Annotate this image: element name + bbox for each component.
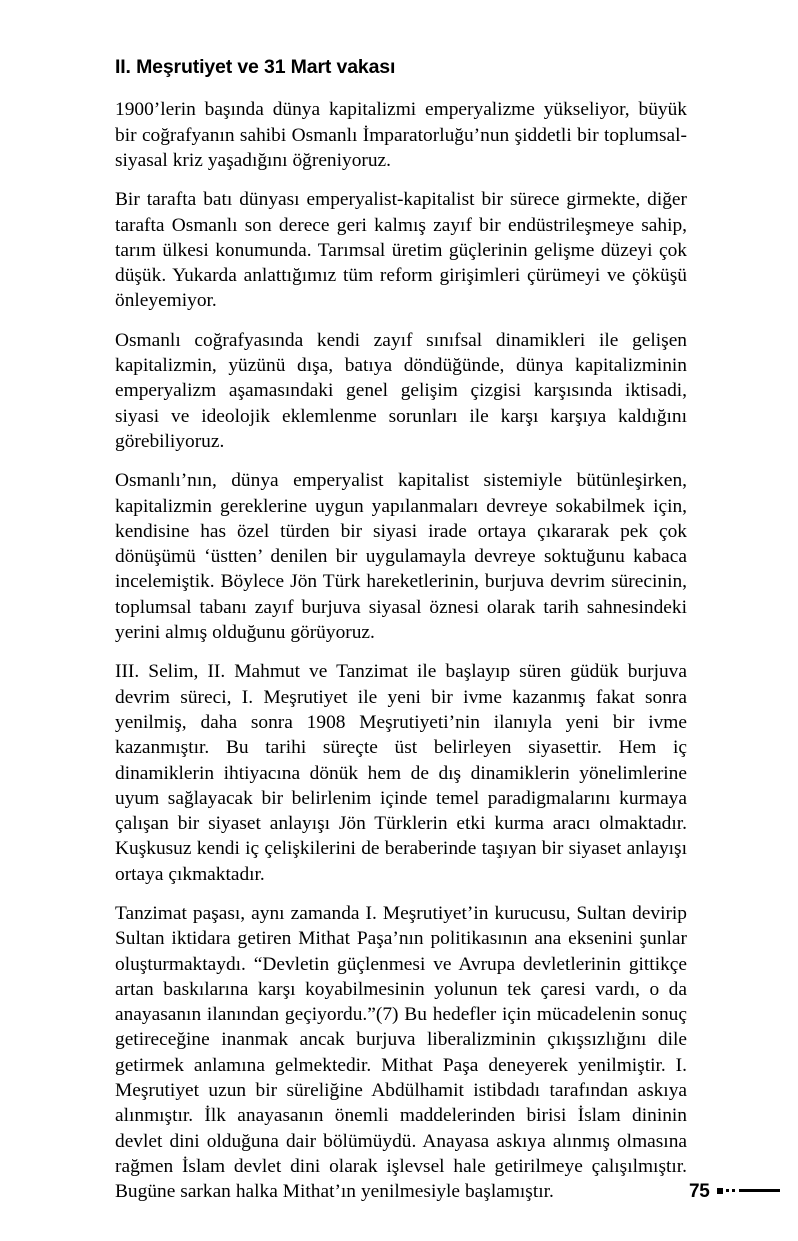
page-title: II. Meşrutiyet ve 31 Mart vakası bbox=[115, 56, 396, 78]
page-number: 75 bbox=[688, 1181, 710, 1202]
body-paragraph: 1900’lerin başında dünya kapitalizmi emperyalizme yükseliyor, büyük bir coğrafyanın sahibi Osmanlı İmparatorluğu’nun şiddetli bir toplumsal-siyasal kriz yaşadığını öğreniyoruz. bbox=[115, 99, 687, 171]
ornament-dot-icon bbox=[732, 1189, 735, 1192]
page-footer bbox=[0, 1182, 798, 1212]
body-paragraph: III. Selim, II. Mahmut ve Tanzimat ile başlayıp süren güdük burjuva devrim süreci, I. Meşrutiyet ile yeni bir ivme kazanmış fakat sonra yenilmiş, daha sonra 1908 Meşrutiyeti’nin ilanıyla yeni bir ivme kazanmıştır. Bu tarihi süreçte üst belirleyen siyasettir. Hem iç dinamiklerin ihtiyacına dönük hem de dış dinamiklerin yönelimlerine uyum sağlayacak bir belirlenim içinde temel paradigmalarını kurmaya çalışan bir siyaset anlayışı Jön Türklerin etki kurma aracı olmaktadır. Kuşkusuz kendi iç çelişkilerini de beraberinde taşıyan bir siyaset anlayışı ortaya çıkmaktadır. bbox=[115, 661, 687, 885]
body-paragraph: Osmanlı’nın, dünya emperyalist kapitalist sistemiyle bütünleşirken, kapitalizmin gereklerine uygun yapılanmaları devreye sokabilmek için, kendisine has özel türden bir siyasi irade ortaya çıkararak pek çok dönüşümü ‘üstten’ denilen bir uygulamayla devreye soktuğunu kabaca incelemiştik. Böylece Jön Türk hareketlerinin, burjuva devrim sürecinin, toplumsal tabanı zayıf burjuva siyasal öznesi olarak tarih sahnesindeki yerini almış olduğunu görüyoruz. bbox=[115, 470, 687, 644]
ornament-square-icon bbox=[717, 1188, 723, 1194]
body-paragraph: Osmanlı coğrafyasında kendi zayıf sınıfsal dinamikleri ile gelişen kapitalizmin, yüzünü dışa, batıya döndüğünde, dünya kapitalizminin emperyalizm aşamasındaki genel gelişim çizgisi karşısında iktisadi, siyasi ve ideolojik eklemlenme sorunları ile karşı karşıya kaldığını görebiliyoruz. bbox=[115, 329, 687, 452]
body-paragraph: Tanzimat paşası, aynı zamanda I. Meşrutiyet’in kurucusu, Sultan devirip Sultan iktidara getiren Mithat Paşa’nın politikasının ana eksenini şunlar oluşturmaktaydı. “Devletin güçlenmesi ve Avrupa devletlerinin gittikçe artan baskılarına karşı koyabilmesinin yolunun tek çaresi vardı, o da anayasanın ilanından geçiyordu.”(7) Bu hedefler için mücadelenin sonuç getireceğine inanmak ancak burjuva liberalizminin çıkışsızlığını dile getirmek anlamına gelmektedir. Mithat Paşa deneyerek yenilmiştir. I. Meşrutiyet uzun bir süreliğine Abdülhamit istibdadı tarafından askıya alınmıştır. İlk anayasanın önemli maddelerinden birisi İslam dininin devlet dini olduğuna dair bölümüydü. Anayasa askıya alınmış olmasına rağmen İslam devlet dini olarak işlevsel hale getirilmeye çalışılmıştır. Bugüne sarkan halka Mithat’ın yenilmesiyle başlamıştır. bbox=[115, 902, 687, 1203]
ornament-rule-icon bbox=[739, 1189, 780, 1192]
ornament-dot-icon bbox=[726, 1189, 730, 1193]
footer-ornament-icon bbox=[717, 1188, 781, 1196]
footer-content bbox=[689, 1182, 780, 1201]
page-content bbox=[115, 55, 687, 1205]
body-paragraph: Bir tarafta batı dünyası emperyalist-kapitalist bir sürece girmekte, diğer tarafta Osmanlı son derece geri kalmış zayıf bir endüstrileşmeye sahip, tarım ülkesi konumunda. Tarımsal üretim güçlerinin gelişme düzeyi çok düşük. Yukarda anlattığımız tüm reform girişimleri çürümeyi ve çöküşü önleyemiyor. bbox=[115, 189, 687, 312]
